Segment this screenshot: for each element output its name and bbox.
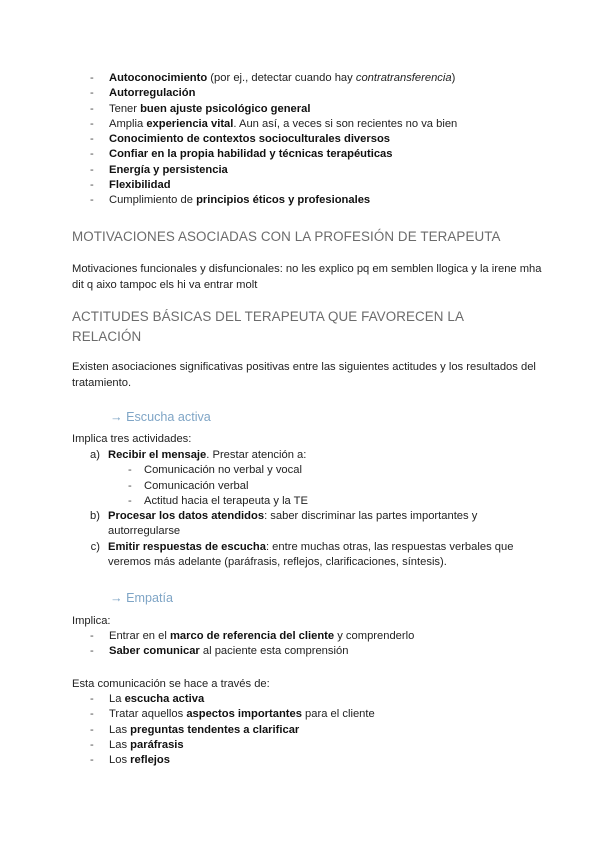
list-item: - Saber comunicar al paciente esta comprensión [90,645,349,658]
comunicacion-intro: Esta comunicación se hace a través de: [72,678,270,690]
list-item: - Energía y persistencia [90,163,228,176]
subheading-escucha-activa: → Escucha activa [110,410,211,424]
implica-tres-label: Implica tres actividades: [72,433,192,445]
list-item: - Flexibilidad [90,179,171,192]
escucha-activities-list [72,448,532,570]
list-item: - Comunicación verbal [128,479,249,492]
list-item: - Las paráfrasis [90,738,184,751]
list-item: - Confiar en la propia habilidad y técnicas terapéuticas [90,148,393,161]
list-item: - Conocimiento de contextos socioculturales diversos [90,133,390,146]
list-item: - Amplia experiencia vital. Aun así, a veces si son recientes no va bien [90,117,458,130]
implica-label: Implica: [72,615,111,627]
list-item: - Las preguntas tendentes a clarificar [90,723,300,736]
list-item: - Tener buen ajuste psicológico general [90,102,311,115]
therapist-qualities-list [90,71,550,209]
list-item: - Comunicación no verbal y vocal [128,464,302,477]
list-item: - La escucha activa [90,693,205,705]
subheading-empatia: → Empatía [110,591,173,605]
section-heading-actitudes: ACTITUDES BÁSICAS DEL TERAPEUTA QUE FAVORECEN LA RELACIÓN [72,309,464,344]
list-item: - Los reflejos [90,754,170,767]
comunicacion-list [90,692,550,768]
attention-sublist [108,463,532,509]
list-item: b) Procesar los datos atendidos: saber discriminar las partes importantes y autorregularse [90,510,478,538]
list-item: - Autorregulación [90,87,196,100]
paragraph-actitudes: Existen asociaciones significativas positivas entre las siguientes actitudes y los resultados del tratamiento. [72,361,536,389]
list-item: c) Emitir respuestas de escucha: entre muchas otras, las respuestas verbales que veremos más adelante (paráfrasis, reflejos, clarificaciones, síntesis). [90,540,514,569]
list-item: - Actitud hacia el terapeuta y la TE [128,494,308,507]
list-item: - Entrar en el marco de referencia del cliente y comprenderlo [90,630,415,642]
list-item: - Tratar aquellos aspectos importantes para el cliente [90,708,375,721]
section-heading-motivaciones: MOTIVACIONES ASOCIADAS CON LA PROFESIÓN DE TERAPEUTA [72,229,501,244]
list-item: - Cumplimiento de principios éticos y profesionales [90,194,371,207]
list-item: - Autoconocimiento (por ej., detectar cuando hay contratransferencia) [90,72,456,84]
paragraph-motivaciones: Motivaciones funcionales y disfuncionales: no les explico pq em semblen llogica y la irene mha dit q aixo tampoc els hi va entrar molt [72,263,542,291]
list-item: a) Recibir el mensaje. Prestar atención a: - Comunicación no verbal y vocal - Comunicación verbal - Actitud hacia el terapeuta y la TE [72,448,532,509]
empatia-list [90,629,550,660]
